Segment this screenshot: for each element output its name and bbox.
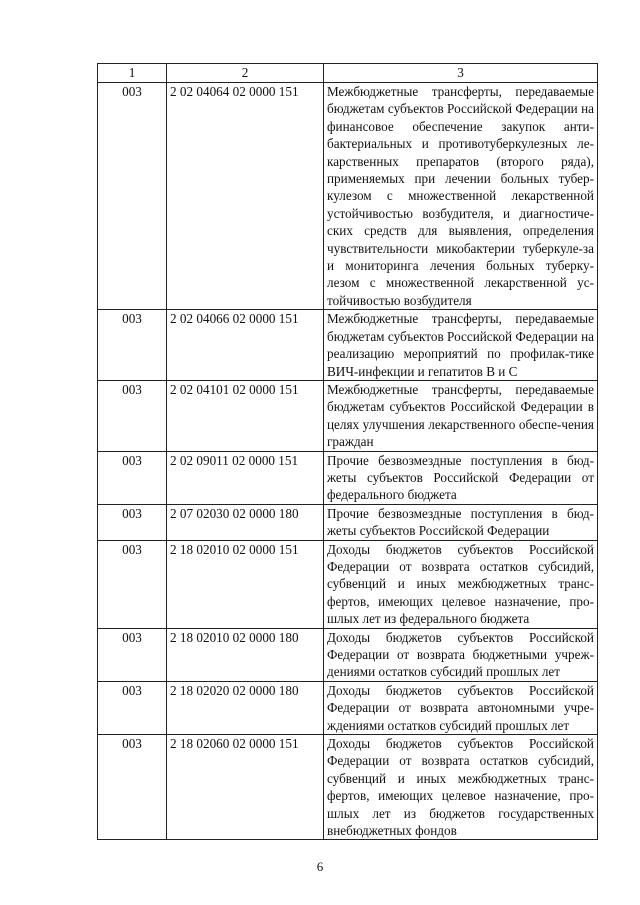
table-row [98, 540, 598, 628]
description-cell: Межбюджетные трансферты, передаваемые бюджетам субъектов Российской Федерации на финансовое обеспечение закупок анти-бактериальных и противотуберкулезных ле-карственных препаратов (второго ряда), применяемых при лечении больных тубер-кулезом с множественной лекарственной устойчивостью возбудителя, и диагностиче-ских средств для выявления, определения чувствительности микобактерии туберкуле-за и мониторинга лечения больных туберку-лезом с множественной лекарственной ус-тойчивостью возбудителя [324, 83, 598, 310]
admin-code-cell: 003 [98, 540, 167, 628]
admin-code-cell: 003 [98, 735, 167, 840]
description-cell: Межбюджетные трансферты, передаваемые бюджетам субъектов Российской Федерации на реализацию мероприятий по профилак-тике ВИЧ-инфекции и гепатитов В и С [324, 310, 598, 381]
description-cell: Прочие безвозмездные поступления в бюд-жеты субъектов Российской Федерации от федерального бюджета [324, 451, 598, 504]
kbk-code-cell: 2 18 02010 02 0000 180 [167, 628, 324, 681]
description-cell: Межбюджетные трансферты, передаваемые бюджетам субъектов Российской Федерации в целях улучшения лекарственного обеспе-чения граждан [324, 380, 598, 451]
description-cell: Доходы бюджетов субъектов Российской Федерации от возврата автономными учре-ждениями остатков субсидий прошлых лет [324, 681, 598, 734]
kbk-code-cell: 2 02 04101 02 0000 151 [167, 380, 324, 451]
table-row [98, 310, 598, 381]
admin-code-cell: 003 [98, 681, 167, 734]
description-cell: Доходы бюджетов субъектов Российской Федерации от возврата бюджетными учреж-дениями остатков субсидий прошлых лет [324, 628, 598, 681]
description-cell: Прочие безвозмездные поступления в бюд-жеты субъектов Российской Федерации [324, 504, 598, 540]
kbk-code-cell: 2 07 02030 02 0000 180 [167, 504, 324, 540]
admin-code-cell: 003 [98, 310, 167, 381]
admin-code-cell: 003 [98, 380, 167, 451]
header-col-2: 2 [167, 64, 324, 83]
kbk-code-cell: 2 18 02020 02 0000 180 [167, 681, 324, 734]
kbk-code-cell: 2 02 09011 02 0000 151 [167, 451, 324, 504]
admin-code-cell: 003 [98, 504, 167, 540]
header-col-1: 1 [98, 64, 167, 83]
table-row [98, 735, 598, 840]
kbk-code-cell: 2 02 04064 02 0000 151 [167, 83, 324, 310]
description-cell: Доходы бюджетов субъектов Российской Федерации от возврата остатков субсидий, субвенций и иных межбюджетных транс-фертов, имеющих целевое назначение, про-шлых лет из федерального бюджета [324, 540, 598, 628]
admin-code-cell: 003 [98, 83, 167, 310]
kbk-code-cell: 2 02 04066 02 0000 151 [167, 310, 324, 381]
table-row [98, 451, 598, 504]
admin-code-cell: 003 [98, 628, 167, 681]
budget-classification-table [97, 63, 598, 840]
kbk-code-cell: 2 18 02010 02 0000 151 [167, 540, 324, 628]
table-header [98, 64, 598, 83]
admin-code-cell: 003 [98, 451, 167, 504]
kbk-code-cell: 2 18 02060 02 0000 151 [167, 735, 324, 840]
table-row [98, 380, 598, 451]
table-body [98, 83, 598, 840]
table-row [98, 504, 598, 540]
table-row [98, 83, 598, 310]
header-row [98, 64, 598, 83]
description-cell: Доходы бюджетов субъектов Российской Федерации от возврата остатков субсидий, субвенций и иных межбюджетных транс-фертов, имеющих целевое назначение, про-шлых лет из бюджетов государственных внебюджетных фондов [324, 735, 598, 840]
header-col-3: 3 [324, 64, 598, 83]
table-row [98, 681, 598, 734]
page-number: 6 [316, 859, 324, 874]
table-row [98, 628, 598, 681]
